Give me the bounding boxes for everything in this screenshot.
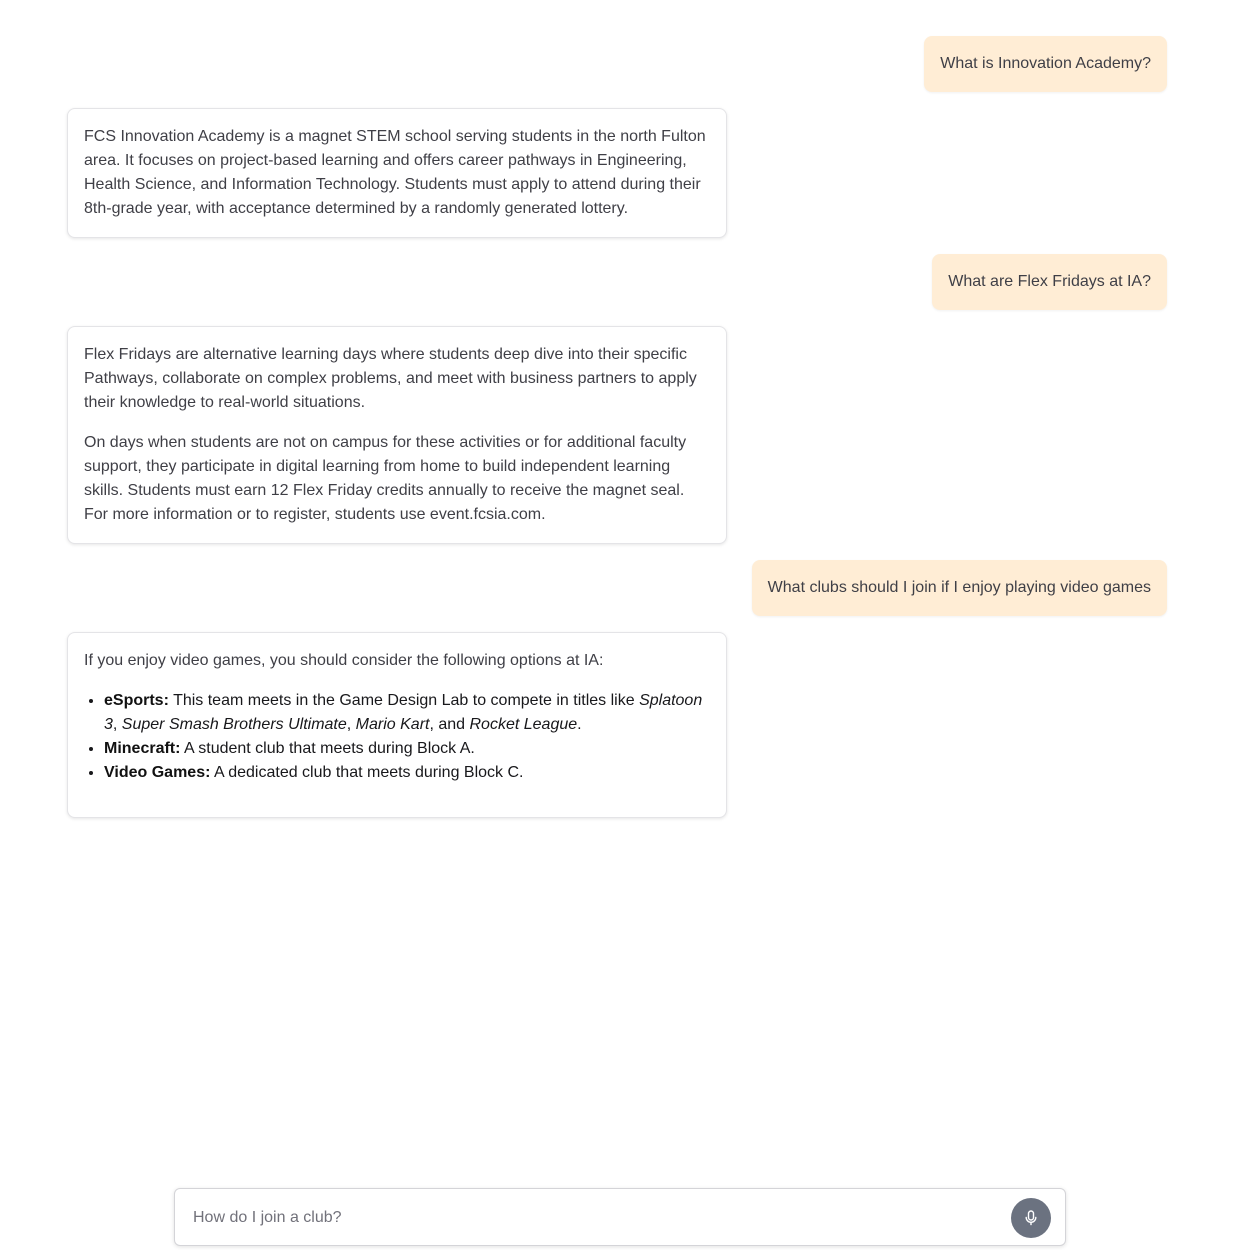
assistant-message-text: On days when students are not on campus for these activities or for additional faculty support, they participate in digital learning from home to build independent learning skills. Students must earn 12 Flex Friday credits annually to receive the magnet seal. For more information or to register, students use event.fcsia.com. xyxy=(84,434,687,523)
chat-input[interactable] xyxy=(191,1189,995,1247)
user-message xyxy=(932,254,1167,310)
club-name: Video Games: xyxy=(104,764,211,781)
user-message-text: What is Innovation Academy? xyxy=(940,55,1151,72)
separator-text: , and xyxy=(429,716,470,733)
separator-text: , xyxy=(346,716,356,733)
separator-text: . xyxy=(577,716,582,733)
assistant-message xyxy=(67,108,727,238)
user-message-text: What are Flex Fridays at IA? xyxy=(948,273,1151,290)
list-item xyxy=(104,761,710,785)
club-name: eSports: xyxy=(104,692,169,709)
user-message-text: What clubs should I join if I enjoy playing video games xyxy=(767,579,1151,596)
separator-text: , xyxy=(112,716,122,733)
assistant-message xyxy=(67,632,727,818)
game-title: Mario Kart xyxy=(355,716,430,733)
assistant-message-text: If you enjoy video games, you should consider the following options at IA: xyxy=(84,652,604,669)
list-item xyxy=(104,737,710,761)
club-description: A dedicated club that meets during Block C. xyxy=(210,764,524,781)
game-title: Splatoon 3 xyxy=(104,692,703,733)
assistant-message-text: Flex Fridays are alternative learning days where students deep dive into their specific Pathways, collaborate on complex problems, and meet with business partners to apply their knowledge to real-world situations. xyxy=(84,346,697,411)
microphone-button[interactable] xyxy=(1011,1198,1051,1238)
game-title: Rocket League xyxy=(469,716,578,733)
club-description: This team meets in the Game Design Lab to compete in titles like xyxy=(168,692,640,709)
list-item xyxy=(104,689,710,737)
assistant-message-text: FCS Innovation Academy is a magnet STEM school serving students in the north Fulton area. It focuses on project-based learning and offers career pathways in Engineering, Health Science, and Information Technology. Students must apply to attend during their 8th-grade year, with acceptance determined by a randomly generated lottery. xyxy=(84,128,706,217)
assistant-message xyxy=(67,326,727,544)
user-message xyxy=(752,560,1167,616)
microphone-icon xyxy=(1024,1210,1038,1226)
chat-input-bar xyxy=(174,1188,1066,1246)
club-description: A student club that meets during Block A. xyxy=(180,740,475,757)
club-list xyxy=(84,689,710,785)
club-name: Minecraft: xyxy=(104,740,181,757)
user-message xyxy=(924,36,1167,92)
game-title: Super Smash Brothers Ultimate xyxy=(121,716,347,733)
